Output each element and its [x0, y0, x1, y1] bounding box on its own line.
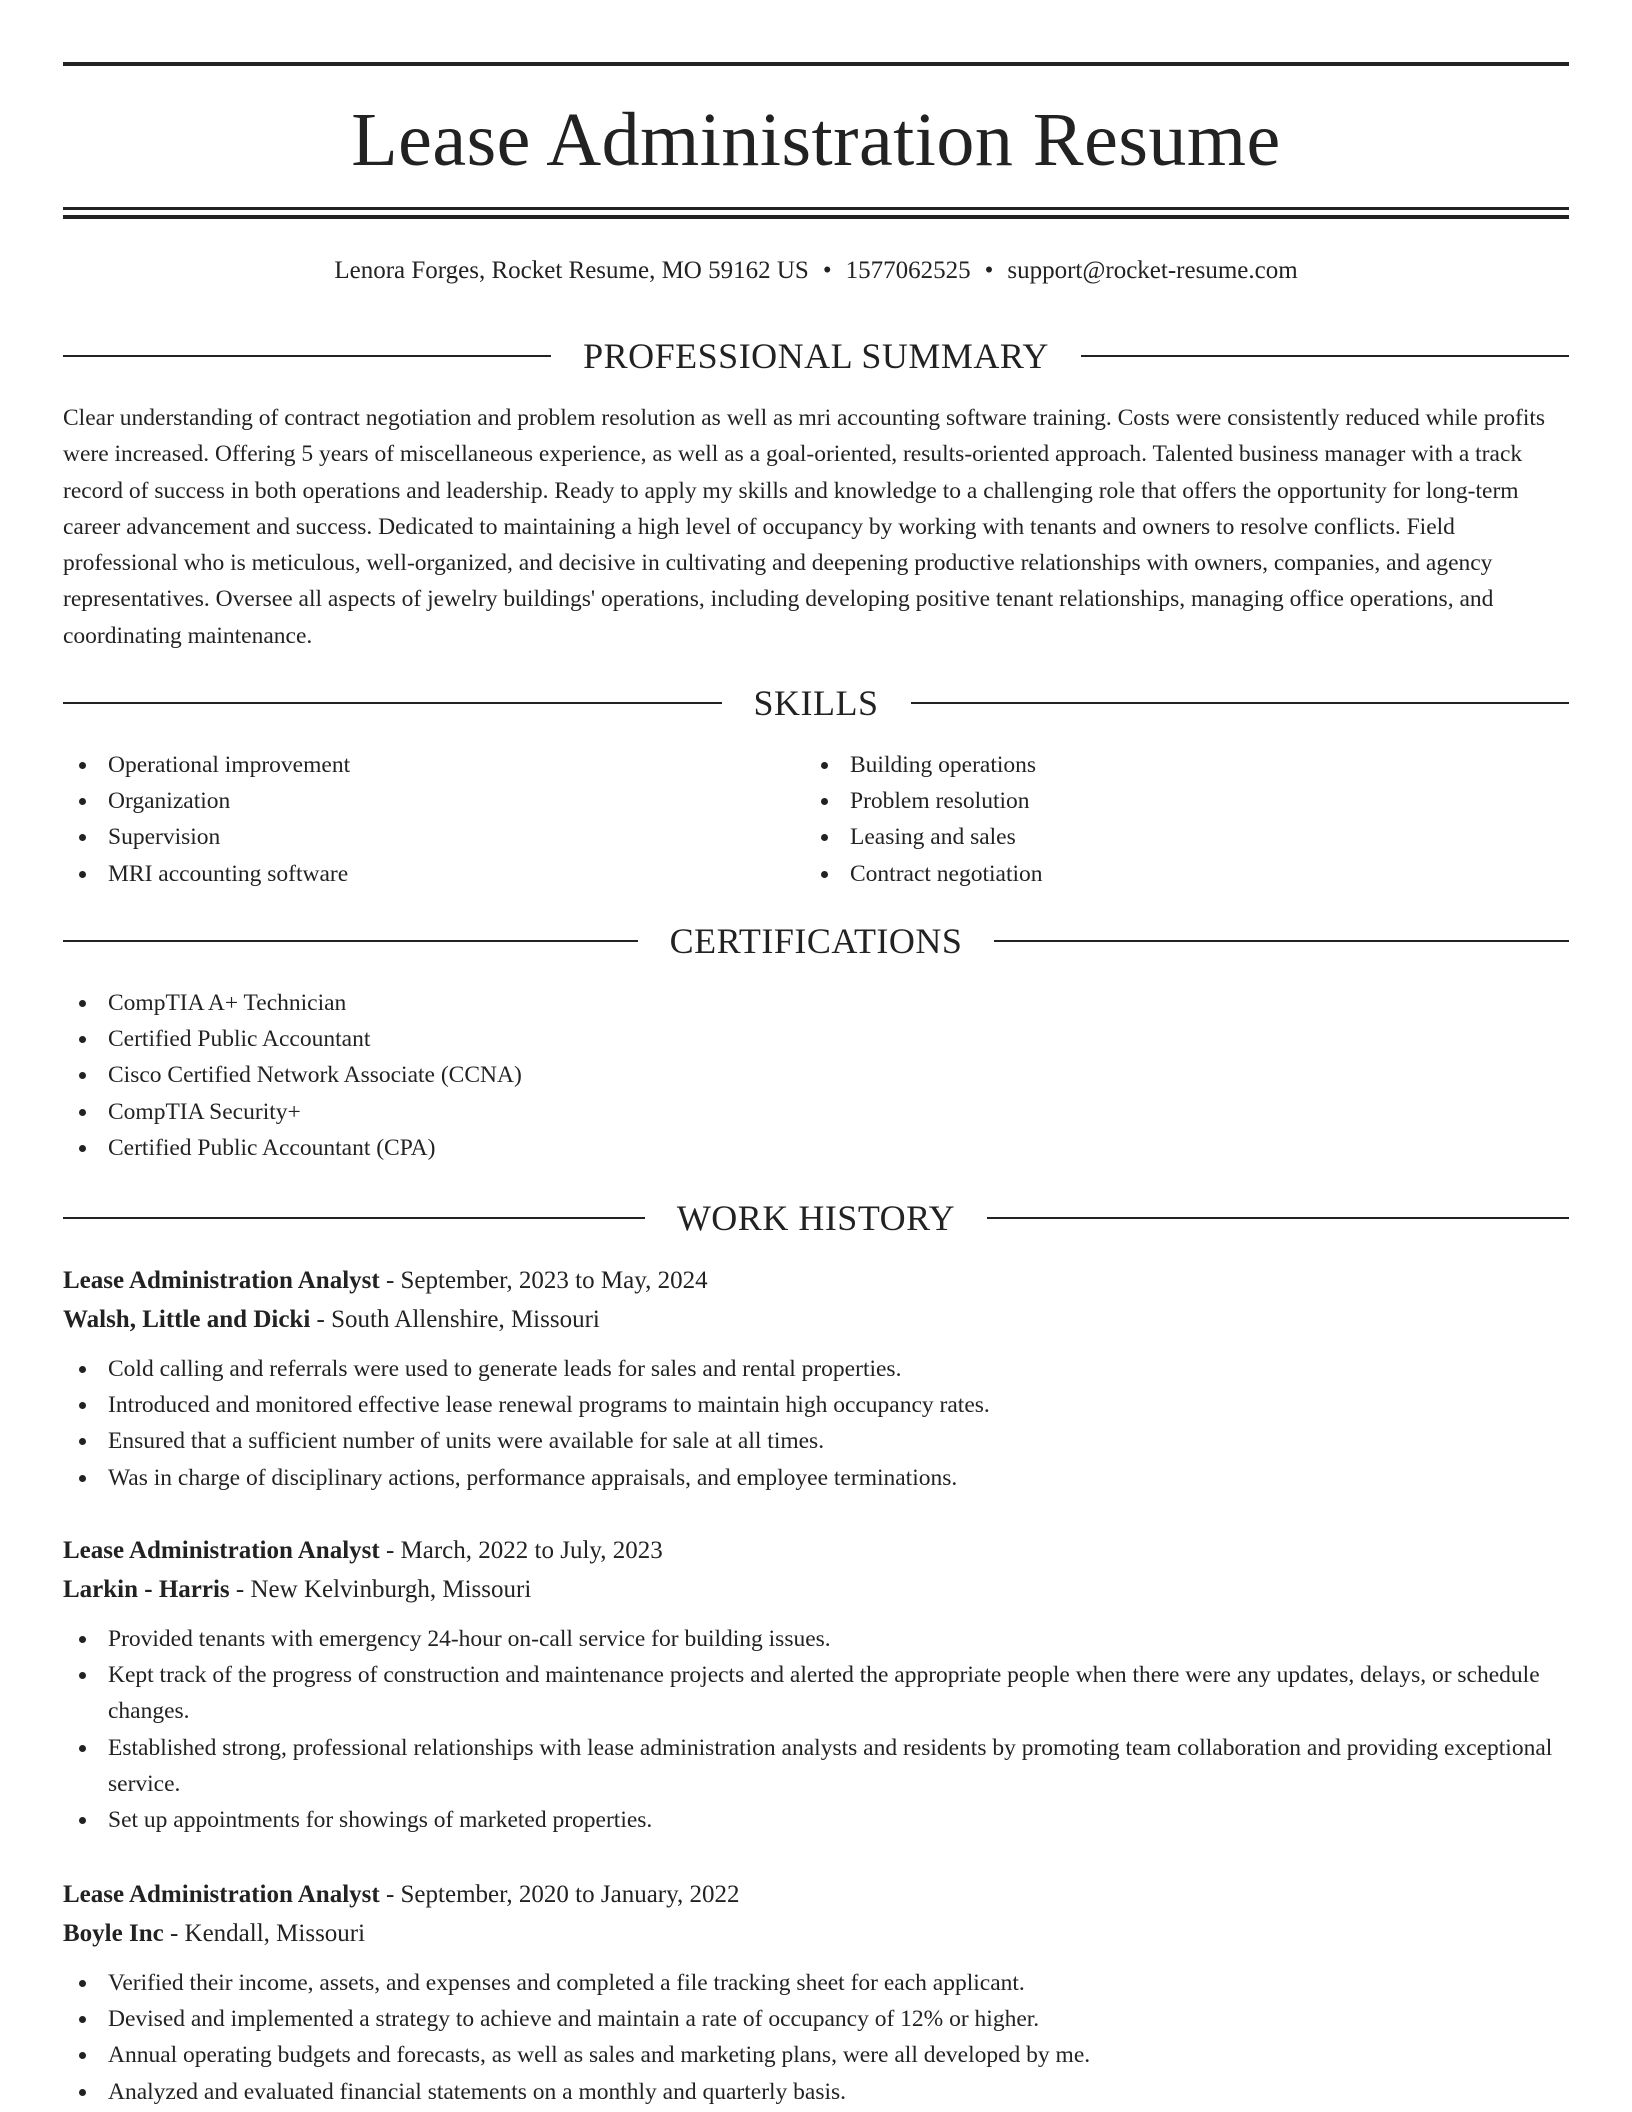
section-rule-right: [994, 940, 1569, 942]
skills-list-left: [63, 747, 763, 892]
title-divider-lower: [63, 215, 1569, 219]
job-bullet: Established strong, professional relationships with lease administration analysts and residents by promoting team collaboration and providing exceptional service.: [63, 1730, 1569, 1802]
skills-heading: SKILLS: [753, 683, 879, 723]
skill-item: Supervision: [63, 819, 763, 855]
job-bullet: Analyzed and evaluated financial statements on a monthly and quarterly basis.: [63, 2074, 1569, 2110]
skill-item: Organization: [63, 783, 763, 819]
certification-item: Cisco Certified Network Associate (CCNA): [63, 1057, 1063, 1093]
job-title: Lease Administration Analyst: [63, 1267, 380, 1294]
section-rule-left: [63, 1217, 645, 1219]
job-bullets: [63, 1621, 1569, 1838]
certification-item: CompTIA A+ Technician: [63, 985, 1063, 1021]
section-rule-right: [987, 1217, 1569, 1219]
job-company-line: [63, 1570, 1569, 1609]
job-title: Lease Administration Analyst: [63, 1537, 380, 1564]
certifications-heading: CERTIFICATIONS: [669, 921, 963, 961]
page-title: Lease Administration Resume: [351, 98, 1281, 182]
work-heading: WORK HISTORY: [676, 1198, 956, 1238]
job-bullet: Provided tenants with emergency 24-hour on-call service for building issues.: [63, 1621, 1569, 1657]
job-role-line: [63, 1261, 1569, 1300]
contact-line: [63, 254, 1569, 288]
contact-separator: •: [984, 257, 994, 284]
skill-item: Building operations: [805, 747, 1505, 783]
skills-list-right: [805, 747, 1505, 892]
job-title: Lease Administration Analyst: [63, 1881, 380, 1908]
job-location: - New Kelvinburgh, Missouri: [229, 1576, 532, 1603]
section-rule-right: [911, 702, 1570, 704]
certification-item: Certified Public Accountant: [63, 1021, 1063, 1057]
job-entry: [63, 1531, 1569, 1838]
job-entry: [63, 1875, 1569, 2110]
job-bullet: Cold calling and referrals were used to generate leads for sales and rental properties.: [63, 1351, 1569, 1387]
job-company: Larkin - Harris: [63, 1576, 230, 1603]
section-rule-left: [63, 940, 638, 942]
contact-separator: •: [822, 257, 832, 284]
skill-item: Operational improvement: [63, 747, 763, 783]
certification-item: CompTIA Security+: [63, 1094, 1063, 1130]
skill-item: Leasing and sales: [805, 819, 1505, 855]
contact-email: support@rocket-resume.com: [1007, 257, 1298, 284]
job-role-line: [63, 1875, 1569, 1914]
certifications-section-header: [63, 919, 1569, 963]
skill-item: Problem resolution: [805, 783, 1505, 819]
work-section-header: [63, 1196, 1569, 1240]
job-company-line: [63, 1300, 1569, 1339]
certification-item: Certified Public Accountant (CPA): [63, 1130, 1063, 1166]
job-company: Walsh, Little and Dicki: [63, 1306, 311, 1333]
job-bullets: [63, 1351, 1569, 1496]
skill-item: MRI accounting software: [63, 856, 763, 892]
section-rule-left: [63, 702, 722, 704]
skills-section-header: [63, 681, 1569, 725]
job-bullet: Was in charge of disciplinary actions, performance appraisals, and employee terminations.: [63, 1460, 1569, 1496]
title-divider-upper: [63, 207, 1569, 210]
top-divider: [63, 62, 1569, 66]
job-bullet: Set up appointments for showings of marketed properties.: [63, 1802, 1569, 1838]
job-role-line: [63, 1531, 1569, 1570]
job-bullet: Annual operating budgets and forecasts, as well as sales and marketing plans, were all developed by me.: [63, 2037, 1569, 2073]
contact-address: Lenora Forges, Rocket Resume, MO 59162 US: [334, 257, 809, 284]
job-dates: - March, 2022 to July, 2023: [379, 1537, 663, 1564]
job-bullet: Verified their income, assets, and expenses and completed a file tracking sheet for each applicant.: [63, 1965, 1569, 2001]
job-company: Boyle Inc: [63, 1920, 164, 1947]
contact-phone: 1577062525: [845, 257, 971, 284]
job-entry: [63, 1261, 1569, 1496]
skill-item: Contract negotiation: [805, 856, 1505, 892]
summary-text: Clear understanding of contract negotiation and problem resolution as well as mri accounting software training. Costs were consistently reduced while profits were increased. Offering 5 years of miscellaneous experience, as well as a goal-oriented, results-oriented approach. Talented business manager with a track record of success in both operations and leadership. Ready to apply my skills and knowledge to a challenging role that offers the opportunity for long-term career advancement and success. Dedicated to maintaining a high level of occupancy by working with tenants and owners to resolve conflicts. Field professional who is meticulous, well-organized, and decisive in cultivating and deepening productive relationships with owners, companies, and agency representatives. Oversee all aspects of jewelry buildings' operations, including developing positive tenant relationships, managing office operations, and coordinating maintenance.: [63, 405, 1546, 649]
certifications-list: [63, 985, 1063, 1166]
section-rule-left: [63, 355, 551, 357]
job-bullet: Ensured that a sufficient number of units were available for sale at all times.: [63, 1423, 1569, 1459]
job-bullet: Introduced and monitored effective lease renewal programs to maintain high occupancy rates.: [63, 1387, 1569, 1423]
job-dates: - September, 2020 to January, 2022: [379, 1881, 740, 1908]
job-bullet: Kept track of the progress of construction and maintenance projects and alerted the appropriate people when there were any updates, delays, or schedule changes.: [63, 1657, 1569, 1729]
job-location: - Kendall, Missouri: [163, 1920, 366, 1947]
summary-section-header: [63, 334, 1569, 378]
job-bullet: Devised and implemented a strategy to achieve and maintain a rate of occupancy of 12% or higher.: [63, 2001, 1569, 2037]
job-location: - South Allenshire, Missouri: [310, 1306, 600, 1333]
section-rule-right: [1081, 355, 1569, 357]
job-dates: - September, 2023 to May, 2024: [379, 1267, 708, 1294]
job-company-line: [63, 1914, 1569, 1953]
job-bullets: [63, 1965, 1569, 2110]
summary-heading: PROFESSIONAL SUMMARY: [583, 336, 1049, 376]
